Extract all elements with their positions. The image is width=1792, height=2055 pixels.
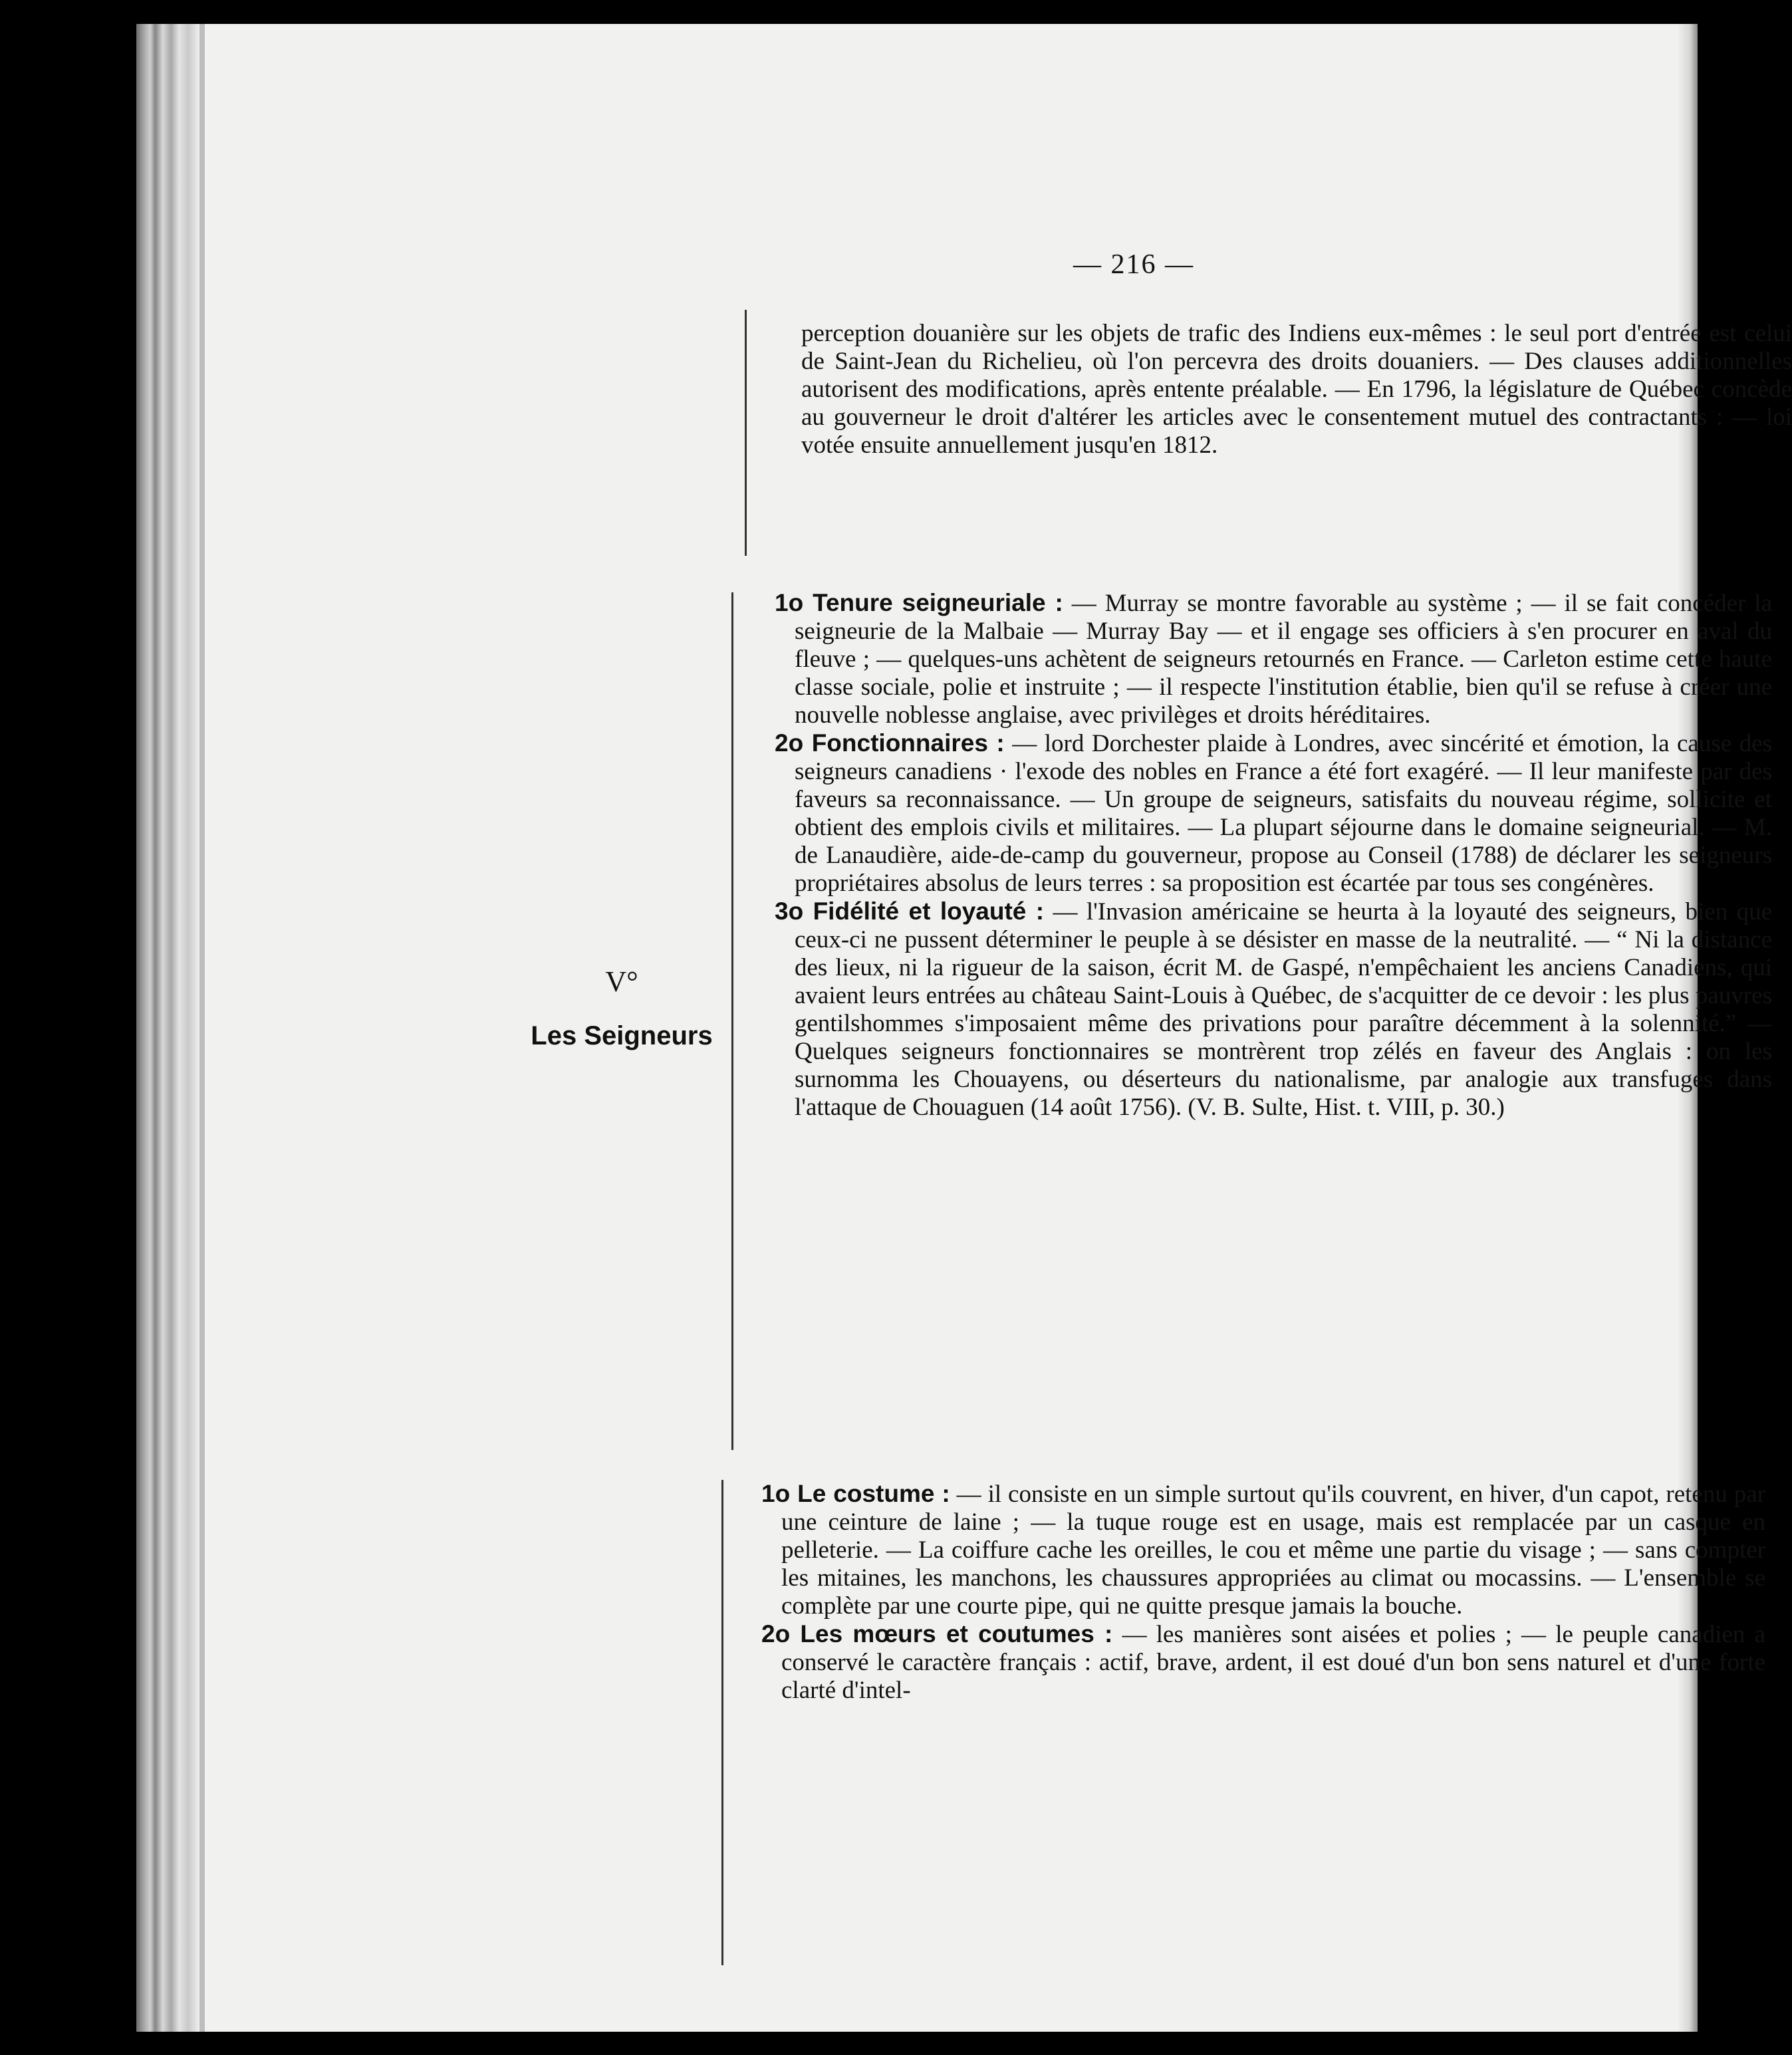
intro-paragraph bbox=[801, 320, 1792, 459]
spine-edge bbox=[199, 24, 205, 2032]
list-item bbox=[761, 1480, 1765, 1620]
item-label: 2o Fonctionnaires : bbox=[775, 729, 1005, 757]
intro-text: perception douanière sur les objets de trafic des Indiens eux-mêmes : le seul port d'entrée est celui de Saint-Jean du Richelieu, où l'on percevra des droits douaniers. — Des clauses additionnelles autorisent des modifications, après entente préalable. — En 1796, la législature de Québec concède au gouverneur le droit d'altérer les articles avec le consentement mutuel des contractants : — loi votée ensuite annuellement jusqu'en 1812. bbox=[801, 320, 1792, 459]
item-text: — l'Invasion américaine se heurta à la loyauté des seigneurs, bien que ceux-ci ne pussent déterminer le peuple à se désister en masse de la neutralité. — “ Ni la distance des lieux, ni la rigueur de la saison, écrit M. de Gaspé, n'empêchaient les anciens Canadiens, qui avaient leurs entrées au château Saint-Louis à Québec, de s'acquitter de ce devoir : les plus pauvres gentilshommes s'imposaient même des privations pour paraître décemment à la solennité.” — Quelques seigneurs fonctionnaires se montrèrent trop zélés en faveur des Anglais : on les surnomma les Chouayens, ou déserteurs du nationalisme, par analogie aux transfuges dans l'attaque de Chouaguen (14 août 1756). (V. B. Sulte, Hist. t. VIII, p. 30.) bbox=[795, 898, 1773, 1121]
margin-bracket bbox=[721, 1480, 723, 1965]
scanned-page bbox=[136, 24, 1792, 2032]
book-spine bbox=[136, 24, 199, 2032]
seigneurs-list bbox=[775, 589, 1772, 1122]
section-title: Les Seigneurs bbox=[531, 1021, 713, 1050]
item-text: — Murray se montre favorable au système ; — il se fait concéder la seigneurie de la Malbaie — Murray Bay — et il engage ses officiers à s'en procurer en aval du fleuve ; — quelques-uns achètent de seigneurs retournés en France. — Carleton estime cette haute classe sociale, polie et instruite ; — il respecte l'institution établie, bien qu'il se refuse à créer une nouvelle noblesse anglaise, avec privilèges et droits héréditaires. bbox=[795, 590, 1772, 729]
item-label: 1o Le costume : bbox=[761, 1480, 950, 1507]
list-item bbox=[775, 729, 1772, 898]
page-number: — 216 — bbox=[1073, 249, 1194, 280]
item-text: — il consiste en un simple surtout qu'ils couvrent, en hiver, d'un capot, retenu par une ceinture de laine ; — la tuque rouge est en usage, mais est remplacée par un casque en pelleterie. — La coiffure cache les oreilles, le cou et même une partie du visage ; — sans compter les mitaines, les manchons, les chaussures appropriées au climat ou mocassins. — L'ensemble se complète par une courte pipe, qui ne quitte presque jamais la bouche. bbox=[781, 1481, 1765, 1620]
item-text: — les manières sont aisées et polies ; — le peuple canadien a conservé le caractère français : actif, brave, ardent, il est doué d'un bon sens naturel et d'une forte clarté d'intel- bbox=[781, 1621, 1765, 1704]
margin-bracket bbox=[745, 310, 747, 556]
item-label: 2o Les mœurs et coutumes : bbox=[761, 1620, 1113, 1647]
item-label: 3o Fidélité et loyauté : bbox=[775, 898, 1045, 925]
section-number: V° bbox=[605, 965, 638, 998]
list-item bbox=[775, 589, 1772, 729]
costume-list bbox=[761, 1480, 1765, 1705]
item-label: 1o Tenure seigneuriale : bbox=[775, 589, 1063, 616]
margin-bracket bbox=[731, 592, 733, 1450]
list-item bbox=[775, 898, 1772, 1122]
list-item bbox=[761, 1620, 1765, 1705]
item-text: — lord Dorchester plaide à Londres, avec sincérité et émotion, la cause des seigneurs canadiens · l'exode des nobles en France a été fort exagéré. — Il leur manifeste par des faveurs sa reconnaissance. — Un groupe de seigneurs, satisfaits du nouveau régime, sollicite et obtient des emplois civils et militaires. — La plupart séjourne dans le domaine seigneurial. — M. de Lanaudière, aide-de-camp du gouverneur, propose au Conseil (1788) de déclarer les seigneurs propriétaires absolus de leurs terres : sa proposition est écartée par tous ses congénères. bbox=[795, 730, 1772, 897]
